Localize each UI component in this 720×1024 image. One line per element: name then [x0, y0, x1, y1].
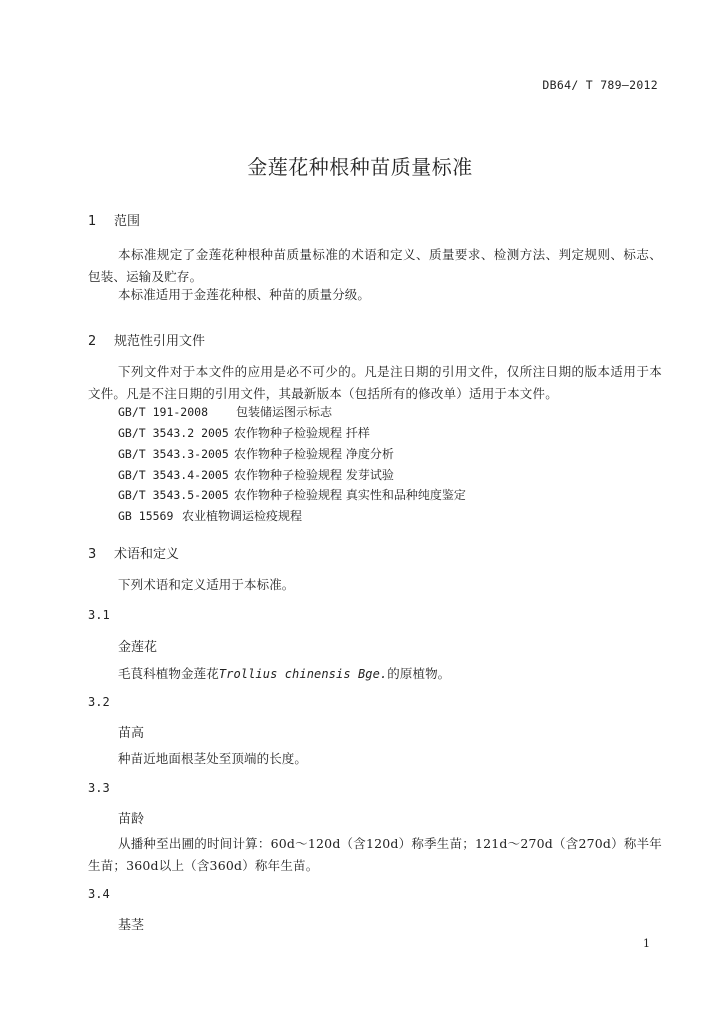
reference-name: 农作物种子检验规程 扦样 — [234, 426, 370, 440]
document-title: 金莲花种根种苗质量标准 — [247, 155, 473, 179]
term-number: 3.3 — [88, 781, 110, 795]
term-number: 3.2 — [88, 695, 110, 709]
section-number: 1 — [88, 214, 97, 229]
reference-code: GB/T 3543.3-2005 — [118, 447, 229, 461]
reference-item — [118, 466, 394, 483]
page-number: 1 — [643, 937, 650, 950]
reference-item — [118, 507, 302, 524]
section-1-paragraph-2: 本标准适用于金莲花种根、种苗的质量分级。 — [118, 287, 371, 302]
section-1-paragraph-1: 本标准规定了金莲花种根种苗质量标准的术语和定义、质量要求、检测方法、判定规则、标志、包装、运输及贮存。 — [88, 247, 662, 284]
reference-name: 农作物种子检验规程 发芽试验 — [234, 468, 394, 482]
term-definition — [118, 663, 450, 685]
definition-text: 毛茛科植物金莲花 — [118, 666, 219, 681]
section-title: 规范性引用文件 — [114, 334, 206, 349]
reference-item — [118, 403, 332, 420]
section-number: 3 — [88, 547, 97, 562]
section-3-paragraph-1: 下列术语和定义适用于本标准。 — [118, 577, 295, 592]
reference-code: GB/T 191-2008 — [118, 405, 209, 419]
term-number: 3.1 — [88, 608, 110, 622]
section-title: 范围 — [114, 214, 141, 229]
reference-code: GB/T 3543.5-2005 — [118, 488, 229, 502]
term-name: 苗高 — [118, 726, 145, 741]
section-2-heading — [88, 330, 205, 349]
reference-item — [118, 486, 466, 503]
reference-item — [118, 424, 370, 441]
reference-code: GB 15569 — [118, 509, 174, 523]
section-3-heading — [88, 543, 179, 562]
term-definition: 种苗近地面根茎处至顶端的长度。 — [118, 751, 308, 766]
reference-code: GB/T 3543.4-2005 — [118, 468, 229, 482]
term-name: 金莲花 — [118, 640, 158, 655]
term-definition: 从播种至出圃的时间计算：60d～120d（含120d）称季生苗；121d～270d（含270d）称半年生苗；360d以上（含360d）称年生苗。 — [88, 836, 662, 873]
term-name: 基茎 — [118, 918, 145, 933]
section-1-heading — [88, 210, 140, 229]
section-title: 术语和定义 — [114, 547, 180, 562]
term-number: 3.4 — [88, 887, 110, 901]
reference-name: 农作物种子检验规程 净度分析 — [234, 447, 394, 461]
definition-text: 的原植物。 — [387, 666, 451, 681]
section-number: 2 — [88, 334, 97, 349]
term-name: 苗龄 — [118, 812, 145, 827]
reference-name: 包装储运图示标志 — [236, 405, 333, 419]
reference-code: GB/T 3543.2 2005 — [118, 426, 229, 440]
reference-name: 农作物种子检验规程 真实性和品种纯度鉴定 — [234, 488, 466, 502]
reference-item — [118, 445, 394, 462]
section-2-paragraph-1: 下列文件对于本文件的应用是必不可少的。凡是注日期的引用文件，仅所注日期的版本适用于本文件。凡是不注日期的引用文件，其最新版本（包括所有的修改单）适用于本文件。 — [88, 364, 662, 401]
standard-code: DB64/ T 789—2012 — [542, 78, 658, 92]
reference-name: 农业植物调运检疫规程 — [182, 509, 303, 523]
latin-name: Trollius chinensis Bge. — [218, 667, 388, 681]
